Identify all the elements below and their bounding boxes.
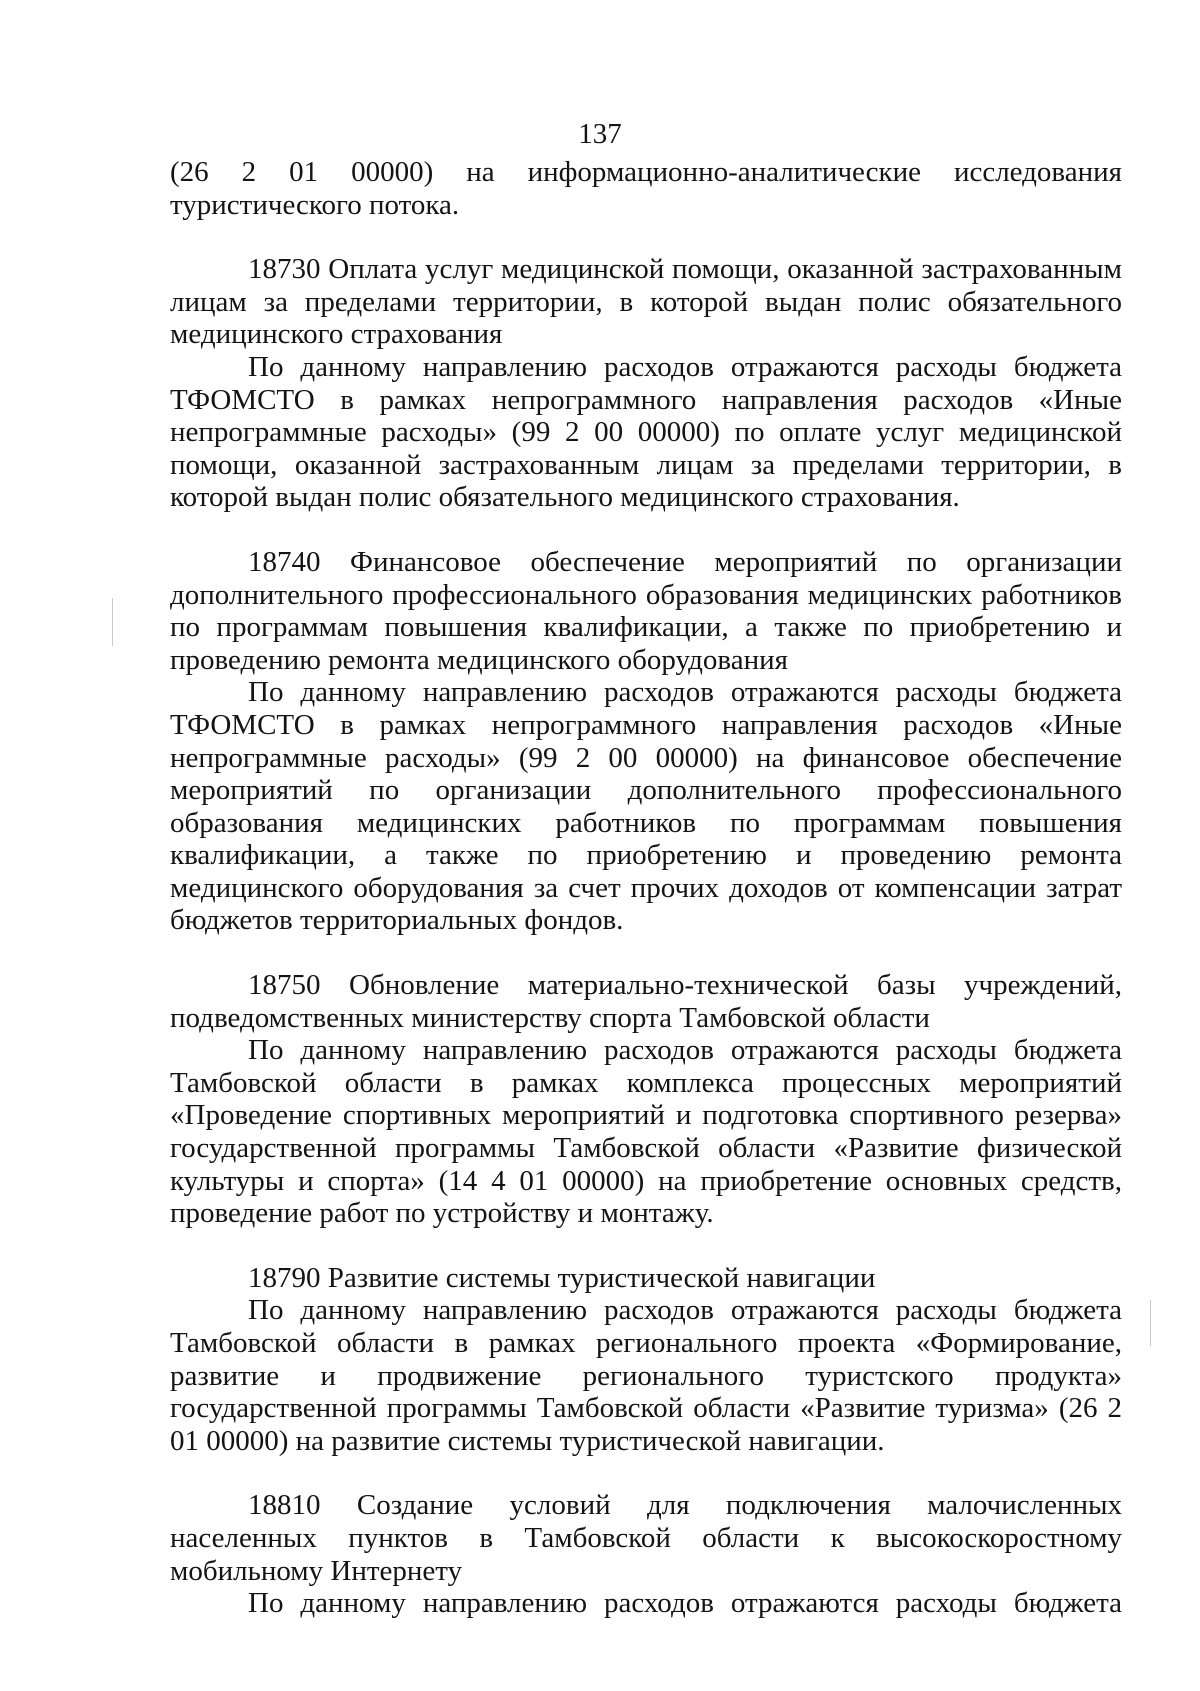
paragraph-18790: По данному направлению расходов отражаются расходы бюджета Тамбовской области в рамках регионального проекта «Формирование, развитие и продвижение регионального туристского продукта» государственной программы Тамбовской области «Развитие туризма» (26 2 01 00000) на развитие системы туристической навигации.	[170, 1294, 1122, 1457]
heading-18810: 18810 Создание условий для подключения малочисленных населенных пунктов в Тамбовской области к высокоскоростному мобильному Интернету	[170, 1489, 1122, 1587]
paragraph-18810: По данному направлению расходов отражаются расходы бюджета	[248, 1587, 1122, 1620]
heading-18740: 18740 Финансовое обеспечение мероприятий по организации дополнительного профессионального образования медицинских работников по программам повышения квалификации, а также по приобретению и проведению ремонта медицинского оборудования	[170, 545, 1122, 676]
document-body	[170, 156, 1122, 1620]
paragraph-18730: По данному направлению расходов отражаются расходы бюджета ТФОМСТО в рамках непрограммного направления расходов «Иные непрограммные расходы» (99 2 00 00000) по оплате услуг медицинской помощи, оказанной застрахованным лицам за пределами территории, в которой выдан полис обязательного медицинского страхования.	[170, 350, 1122, 514]
page-number: 137	[578, 118, 622, 150]
paragraph-18740: По данному направлению расходов отражаются расходы бюджета ТФОМСТО в рамках непрограммного направления расходов «Иные непрограммные расходы» (99 2 00 00000) на финансовое обеспечение мероприятий по организации дополнительного профессионального образования медицинских работников по программам повышения квалификации, а также по приобретению и проведению ремонта медицинского оборудования за счет прочих доходов от компенсации затрат бюджетов территориальных фондов.	[170, 676, 1122, 937]
heading-18750: 18750 Обновление материально-технической базы учреждений, подведомственных министерству спорта Тамбовской области	[170, 969, 1122, 1034]
heading-18790: 18790 Развитие системы туристической навигации	[248, 1261, 876, 1294]
paragraph-18750: По данному направлению расходов отражаются расходы бюджета Тамбовской области в рамках комплекса процессных мероприятий «Проведение спортивных мероприятий и подготовка спортивного резерва» государственной программы Тамбовской области «Развитие физической культуры и спорта» (14 4 01 00000) на приобретение основных средств, проведение работ по устройству и монтажу.	[170, 1034, 1122, 1230]
scan-mark-right	[1150, 1300, 1151, 1346]
heading-18730: 18730 Оплата услуг медицинской помощи, оказанной застрахованным лицам за пределами территории, в которой выдан полис обязательного медицинского страхования	[170, 253, 1122, 351]
paragraph-continuation: (26 2 01 00000) на информационно-аналитические исследования туристического потока.	[170, 156, 1122, 221]
scan-mark-left	[112, 598, 113, 646]
